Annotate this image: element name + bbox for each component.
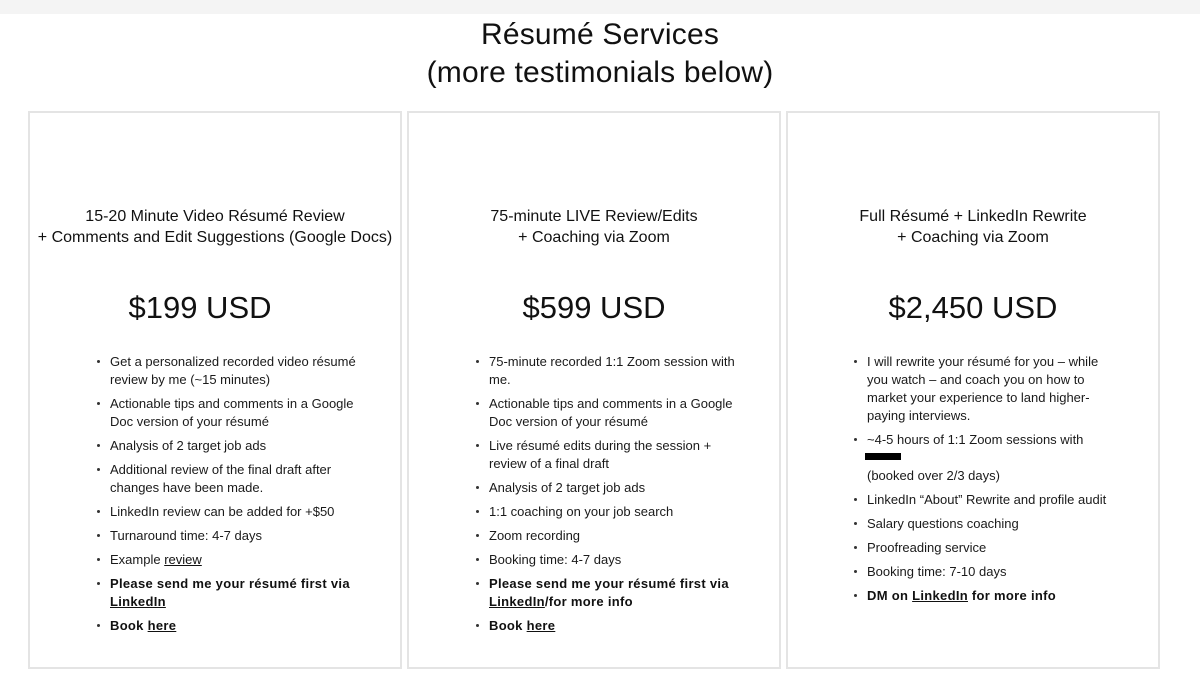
card-price: $2,450 USD bbox=[888, 290, 1058, 325]
page-title: Résumé Services bbox=[480, 18, 720, 51]
feature-item bbox=[96, 551, 362, 569]
top-bar bbox=[0, 0, 1200, 14]
feature-item: Actionable tips and comments in a Google Doc version of your résumé bbox=[96, 395, 362, 431]
feature-item: Actionable tips and comments in a Google Doc version of your résumé bbox=[475, 395, 741, 431]
page-heading bbox=[0, 16, 1200, 92]
feature-item: Live résumé edits during the session + review of a final draft bbox=[475, 437, 741, 473]
service-card-full-rewrite bbox=[786, 111, 1160, 669]
linkedin-link[interactable]: LinkedIn bbox=[110, 594, 166, 609]
feature-item: Get a personalized recorded video résumé review by me (~15 minutes) bbox=[96, 353, 362, 389]
linkedin-link[interactable]: LinkedIn bbox=[912, 588, 968, 603]
card-price: $599 USD bbox=[522, 290, 666, 325]
feature-item: LinkedIn “About” Rewrite and profile audit bbox=[853, 491, 1109, 509]
feature-item: Salary questions coaching bbox=[853, 515, 1109, 533]
feature-item: Turnaround time: 4-7 days bbox=[96, 527, 362, 545]
service-card-video-review bbox=[28, 111, 402, 669]
feature-text: DM on bbox=[867, 588, 913, 603]
feature-text: /for more info bbox=[544, 594, 633, 609]
feature-item: 1:1 coaching on your job search bbox=[475, 503, 741, 521]
feature-list bbox=[475, 353, 741, 641]
card-title-line: + Coaching via Zoom bbox=[897, 229, 1049, 246]
book-here-link[interactable]: here bbox=[147, 618, 177, 633]
card-title-line: 15-20 Minute Video Résumé Review bbox=[85, 208, 345, 225]
feature-item: 75-minute recorded 1:1 Zoom session with me. bbox=[475, 353, 741, 389]
feature-text: (booked over 2/3 days) bbox=[867, 468, 1000, 483]
card-title bbox=[409, 206, 779, 248]
feature-text: Please send me your résumé first via bbox=[489, 576, 729, 591]
example-review-link[interactable]: review bbox=[164, 552, 202, 567]
service-card-live-review bbox=[407, 111, 781, 669]
feature-item-book bbox=[96, 617, 362, 635]
feature-item-dm bbox=[853, 587, 1109, 605]
feature-item: Proofreading service bbox=[853, 539, 1109, 557]
book-here-link[interactable]: here bbox=[526, 618, 556, 633]
card-title bbox=[788, 206, 1158, 248]
feature-text: ~4-5 hours of 1:1 Zoom sessions with bbox=[867, 432, 1084, 447]
card-title bbox=[30, 206, 400, 248]
feature-text: Example bbox=[110, 552, 165, 567]
feature-item-send bbox=[475, 575, 741, 611]
card-title-line: + Coaching via Zoom bbox=[518, 229, 670, 246]
feature-text: Please send me your résumé first via bbox=[110, 576, 350, 591]
feature-item bbox=[853, 431, 1109, 485]
feature-item-book bbox=[475, 617, 741, 635]
card-title-line: Full Résumé + LinkedIn Rewrite bbox=[859, 208, 1087, 225]
redaction-mark bbox=[865, 453, 901, 460]
feature-list bbox=[96, 353, 362, 641]
feature-item: Booking time: 4-7 days bbox=[475, 551, 741, 569]
feature-item: Analysis of 2 target job ads bbox=[96, 437, 362, 455]
page-subtitle: (more testimonials below) bbox=[426, 56, 774, 89]
feature-list bbox=[853, 353, 1109, 611]
feature-item: LinkedIn review can be added for +$50 bbox=[96, 503, 362, 521]
feature-item: Zoom recording bbox=[475, 527, 741, 545]
linkedin-link[interactable]: LinkedIn bbox=[489, 594, 545, 609]
card-title-line: 75-minute LIVE Review/Edits bbox=[490, 208, 698, 225]
feature-item: I will rewrite your résumé for you – while you watch – and coach you on how to market your experience to land higher-paying interviews. bbox=[853, 353, 1109, 425]
feature-text: Book bbox=[110, 618, 148, 633]
feature-text: for more info bbox=[967, 588, 1056, 603]
feature-item: Additional review of the final draft after changes have been made. bbox=[96, 461, 362, 497]
feature-item: Booking time: 7-10 days bbox=[853, 563, 1109, 581]
card-title-line: + Comments and Edit Suggestions (Google Docs) bbox=[37, 229, 393, 246]
card-price: $199 USD bbox=[128, 290, 272, 325]
feature-item: Analysis of 2 target job ads bbox=[475, 479, 741, 497]
feature-item-send bbox=[96, 575, 362, 611]
feature-text: Book bbox=[489, 618, 527, 633]
